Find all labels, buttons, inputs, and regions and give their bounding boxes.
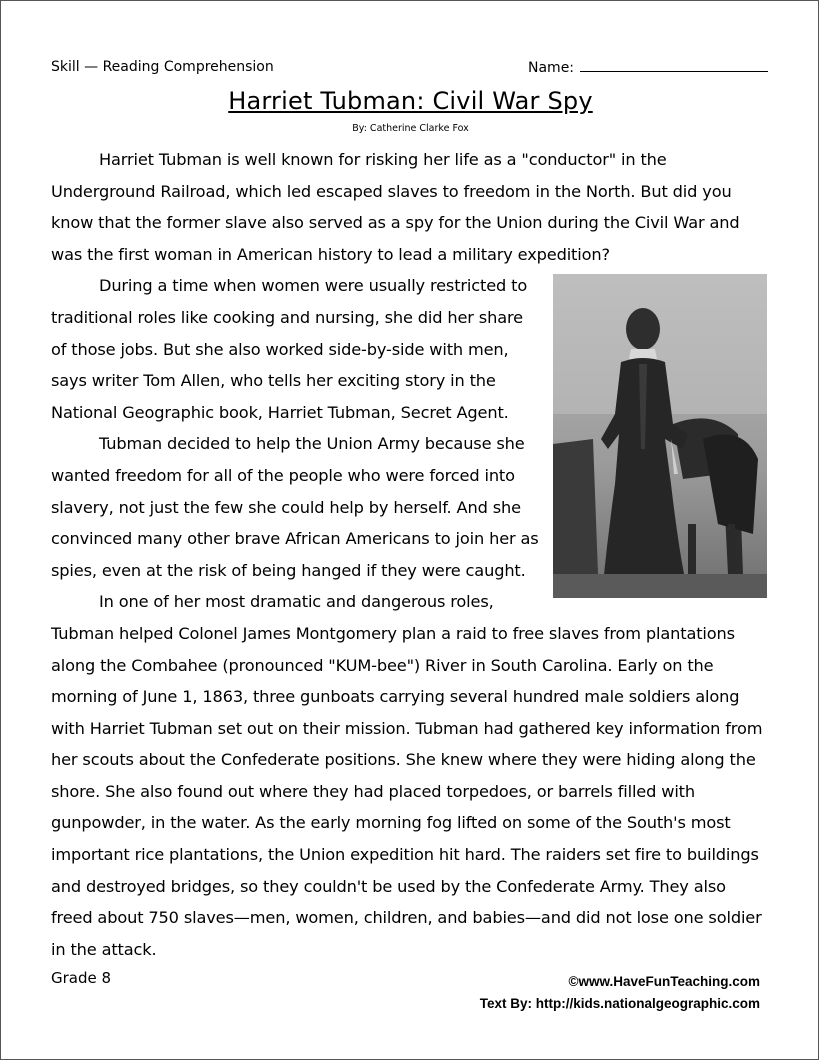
- copyright-link[interactable]: ©www.HaveFunTeaching.com: [568, 974, 760, 989]
- footer-credits: [480, 971, 760, 1015]
- article-body: [51, 144, 767, 965]
- text-by-credit[interactable]: Text By: http://kids.nationalgeographic.com: [479, 996, 760, 1011]
- harriet-tubman-photo: [553, 274, 767, 598]
- skill-label: Skill — Reading Comprehension: [51, 59, 274, 75]
- name-field: [528, 59, 768, 76]
- page-title: Harriet Tubman: Civil War Spy: [228, 87, 593, 115]
- name-label: Name:: [528, 60, 575, 76]
- paragraph-2: During a time when women were usually restricted to traditional roles like cooking and nursing, she did her share of those jobs. But she also worked side-by-side with men, says writer Tom Allen, who tells her exciting story in the National Geographic book, Harriet Tubman, Secret Agent.: [51, 276, 528, 422]
- paragraph-1: Harriet Tubman is well known for risking her life as a "conductor" in the Underground Railroad, which led escaped slaves to freedom in the North. But did you know that the former slave also served as a spy for the Union during the Civil War and was the first woman in American history to lead a military expedition?: [51, 150, 740, 264]
- paragraph-4: In one of her most dramatic and dangerous roles, Tubman helped Colonel James Montgomery plan a raid to free slaves from plantations along the Combahee (pronounced "KUM-bee") River in South Carolina. Early on the morning of June 1, 1863, three gunboats carrying several hundred male soldiers along with Harriet Tubman set out on their mission. Tubman had gathered key information from her scouts about the Confederate positions. She knew where they were hiding along the shore. She also found out where they had placed torpedoes, or barrels filled with gunpowder, in the water. As the early morning fog lifted on some of the South's most important rice plantations, the Union expedition hit hard. The raiders set fire to buildings and destroyed bridges, so they couldn't be used by the Confederate Army. They also freed about 750 slaves—men, women, children, and babies—and did not lose one soldier in the attack.: [51, 592, 763, 959]
- paragraph-3: Tubman decided to help the Union Army because she wanted freedom for all of the people who were forced into slavery, not just the few she could help by herself. And she convinced many other brave African Americans to join her as spies, even at the risk of being hanged if they were caught.: [51, 434, 539, 580]
- name-blank-line[interactable]: [580, 59, 768, 72]
- byline: By: Catherine Clarke Fox: [352, 123, 469, 134]
- grade-label: Grade 8: [51, 969, 112, 987]
